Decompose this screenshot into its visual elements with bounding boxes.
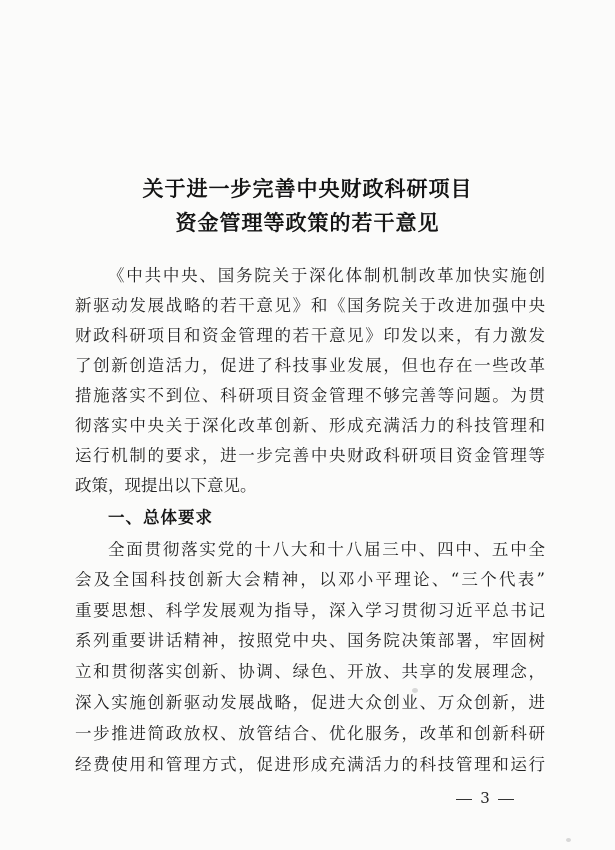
paragraph-1-line: 新驱动发展战略的若干意见》和《国务院关于改进加强中央 [75, 296, 545, 315]
paragraph-2-line: 会及全国科技创新大会精神，以邓小平理论、“三个代表” [75, 570, 545, 589]
document-title-line-1: 关于进一步完善中央财政科研项目 [142, 176, 473, 201]
page-number [440, 789, 530, 807]
document-title-line-2: 资金管理等政策的若干意见 [175, 210, 440, 235]
paragraph-2-line: 经费使用和管理方式，促进形成充满活力的科技管理和运行 [75, 755, 545, 774]
paragraph-2-line: 立和贯彻落实创新、协调、绿色、开放、共享的发展理念， [75, 662, 545, 681]
scan-speck [566, 838, 571, 842]
paragraph-1-line: 财政科研项目和资金管理的若干意见》印发以来，有力激发 [75, 326, 545, 345]
paragraph-2-line: 深入实施创新驱动发展战略，促进大众创业、万众创新，进 [75, 693, 545, 712]
paragraph-2-line: 全面贯彻落实党的十八大和十八届三中、四中、五中全 [108, 540, 545, 559]
section-heading: 一、总体要求 [108, 508, 213, 527]
page-number-value: 3 [480, 789, 490, 807]
paragraph-1-line: 《中共中央、国务院关于深化体制机制改革加快实施创 [108, 266, 545, 285]
scan-speck [412, 688, 418, 693]
paragraph-1-line: 政策，现提出以下意见。 [75, 476, 257, 495]
page-number-dash-right [498, 799, 514, 800]
paragraph-1-line: 彻落实中央关于深化改革创新、形成充满活力的科技管理和 [75, 416, 545, 435]
paragraph-1-line: 措施落实不到位、科研项目资金管理不够完善等问题。为贯 [75, 386, 545, 405]
paragraph-1-line: 了创新创造活力，促进了科技事业发展，但也存在一些改革 [75, 356, 545, 375]
paragraph-1-line: 运行机制的要求，进一步完善中央财政科研项目资金管理等 [75, 446, 545, 465]
page-number-dash-left [456, 799, 472, 800]
paragraph-2-line: 一步推进简政放权、放管结合、优化服务，改革和创新科研 [75, 724, 545, 743]
paragraph-2-line: 系列重要讲话精神，按照党中央、国务院决策部署，牢固树 [75, 631, 545, 650]
paragraph-2-line: 重要思想、科学发展观为指导，深入学习贯彻习近平总书记 [75, 601, 545, 620]
